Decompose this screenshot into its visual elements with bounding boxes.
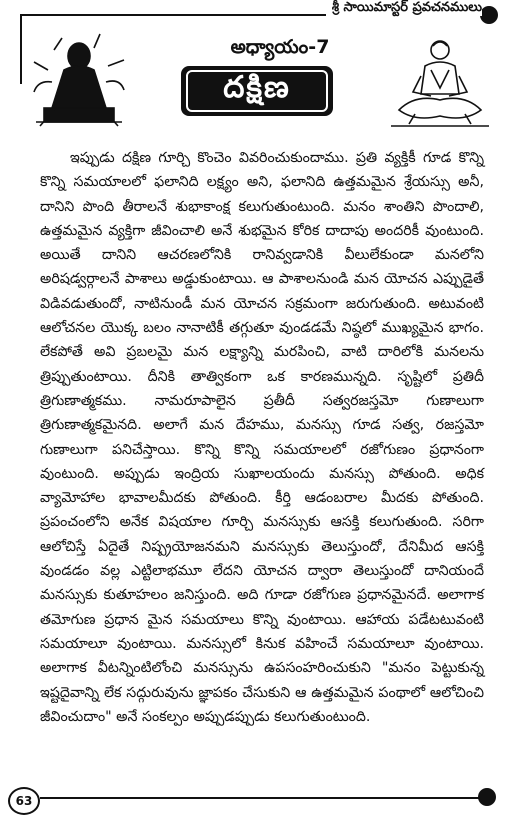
page-number-text: 63 <box>15 794 33 808</box>
master-illustration <box>385 36 495 132</box>
bottom-rule <box>40 797 490 799</box>
decorative-dot <box>478 788 496 806</box>
decorative-dot <box>480 6 498 24</box>
article-body <box>40 146 484 729</box>
running-header: శ్రీ సాయిమాస్టర్ ప్రవచనములు <box>326 0 482 16</box>
chapter-title: దక్షిణ <box>186 70 328 112</box>
body-paragraph: ఇప్పుడు దక్షిణ గూర్చి కొంచెం వివరించుకుందాము. ప్రతి వ్యక్తికీ గూడ కొన్ని కొన్ని సమయాలలో ఫలానిది లక్ష్యం అని, ఫలానిది ఉత్తమమైన శ్రేయస్సు అనీ, దానిని పొంది తీరాలనే శుభాకాంక్ష కలుగుతుంటుంది. మనం శాంతిని పొందాలి, ఉత్తమమైన వ్యక్తిగా జీవించాలి అనే శుభమైన కోరిక దాదాపు అందరికీ వుంటుంది. అయితే దానిని ఆచరణలోనికి రానివ్వడానికి వీలులేకుండా మనలోని అరిషడ్వర్గాలనే పాశాలు అడ్డుకుంటాయి. ఆ పాశాలనుండి మన యోచన ఎప్పుడైతే విడివడుతుందో, నాటినుండీ మన యోచన సక్రమంగా జరుగుతుంది. అటువంటి ఆలోచనల యొక్క బలం నానాటికీ తగ్గుతూ వుండడమే నిష్ఠలో ముఖ్యమైన భాగం. లేకపోతే అవి ప్రబలమై మన లక్ష్యాన్ని మరపించి, వాటి దారిలోకి మనలను త్రిప్పుతుంటాయి. దీనికి తాత్వికంగా ఒక కారణమున్నది. సృష్టిలో ప్రతిదీ త్రిగుణాత్మకము. నామరూపాలైన ప్రతీదీ సత్వరజస్తమో గుణాలుగా త్రిగుణాత్మకమైనది. అలాగే మన దేహము, మనస్సు గూడ సత్వ, రజస్తమో గుణాలుగా పనిచేస్తాయి. కొన్ని కొన్ని సమయాలలో రజోగుణం ప్రధానంగా వుంటుంది. అప్పుడు ఇంద్రియ సుఖాలయందు మనస్సు పోతుంది. అధిక వ్యామోహాల భావాలమీదకు పోతుంది. కీర్తి ఆడంబరాల మీదకు పోతుంది. ప్రపంచంలోని అనేక విషయాల గూర్చి మనస్సుకు ఆసక్తి కలుగుతుంది. సరిగా ఆలోచిస్తే ఏదైతే నిష్ప్రయోజనమని మనస్సుకు తెలుస్తుందో, దేనిమీద ఆసక్తి వుండడం వల్ల ఎట్టిలాభమూ లేదని యోచన ద్వారా తెలుస్తుందో దానియందే మనస్సుకు కుతూహలం జనిస్తుంది. అది గూడా రజోగుణ ప్రధానమైనదే. అలాగాక తమోగుణ ప్రధాన మైన సమయాలు కొన్ని వుంటాయి. ఆహాయ పడేటటువంటి సమయాలూ వుంటాయి. మనస్సులో కినుక వహించే సమయాలూ వుంటాయి. అలాగాక వీటన్నింటిలోంచి మనస్సును ఉపసంహరించుకుని "మనం పెట్టుకున్న ఇష్టదైవాన్ని లేక సద్గురువును జ్ఞాపకం చేసుకుని ఆ ఉత్తమమైన పంథాలో ఆలోచించి జీవించుదాం" అనే సంకల్పం అప్పుడప్పుడు కలుగుతుంటుంది. <box>40 150 484 725</box>
saint-illustration <box>24 30 134 130</box>
chapter-heading: అధ్యాయం-7 <box>230 36 330 58</box>
chapter-title-box <box>181 66 333 116</box>
page-number <box>8 787 40 815</box>
left-rule <box>20 14 22 84</box>
